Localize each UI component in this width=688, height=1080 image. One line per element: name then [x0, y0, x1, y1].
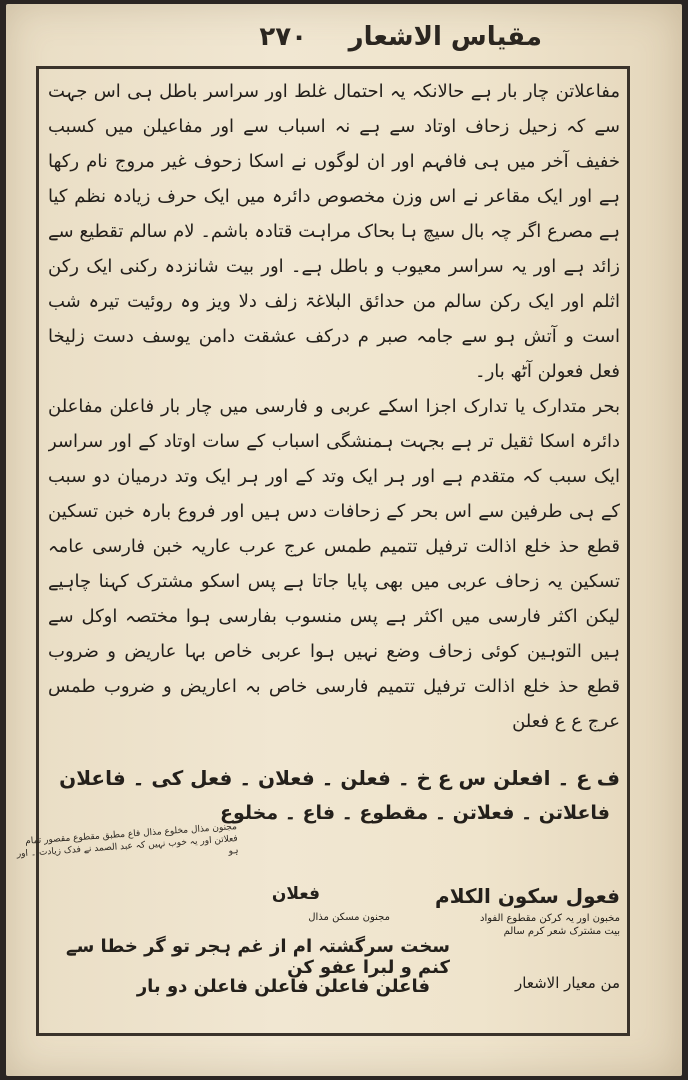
- scansion-line: فاعلاتن ۔ فعلاتن ۔ مقطوع ۔ فاع ۔ مخلوع: [220, 802, 610, 824]
- small-note: مخبون اور یہ کرکن مقطوع الفواد بیت مشترک شعر کرم سالم: [480, 913, 620, 937]
- meter-foot: فعلان: [271, 884, 320, 904]
- example-verse: سخت سرگشتہ ام از غم ہجر تو گر خطا سے کنم و لبرا عفو کن: [66, 936, 450, 978]
- paragraph: مفاعلاتن چار بار ہے حالانکہ یہ احتمال غلط اور سراسر باطل ہی اس جہت سے کہ زحیل زحاف اوتاد سے ہے نہ اسباب سے اور مفاعیلن میں کسبب خفیف آخر میں ہی فافہم اور ان لوگوں نے اسکا زحوف غیر مروج نام رکھا ہے اور ایک مقاعر نے اس وزن مخصوص دائرہ میں ایک حرف زیادہ نظم کیا ہے مصرع اگر چہ بال سیچ ہا بحاک مراہت قتادہ باشم۔ لام سالم تقطیع سے زائد ہے اور یہ سراسر معیوب و باطل ہے۔ اور بیت شانزدہ رکنی ایک رکن اثلم اور ایک رکن سالم من حدائق البلاغۃ زلف دلا ویز وہ روئیت تیرہ شب است و آتش ہو سے جامہ صبر م درکف عشقت دامن یوسف دست زلیخا فعل فعولن آٹھ بار۔: [48, 81, 620, 382]
- lower-section: [48, 884, 620, 1024]
- marginal-annotation: مجنون مذال مخلوع مذال فاع مطبق مقطوع مقصور تمام فعلاتن اور یہ خوب نہیں کہ عبد الصمد نے فدک زیادت ۔ اور ہو: [16, 822, 239, 860]
- page-number: ۲۷۰: [259, 22, 307, 52]
- small-note: مجنون مسکن مذال: [308, 912, 390, 923]
- page-header: [26, 18, 662, 62]
- source-citation: من معیار الاشعار: [515, 974, 620, 992]
- meter-name: فعول سکون الکلام: [435, 884, 620, 908]
- manuscript-page: [6, 4, 682, 1076]
- verse-feet: فاعلن فاعلن فاعلن فاعلن دو بار: [136, 976, 430, 997]
- paragraph: بحر متدارک یا تدارک اجزا اسکے عربی و فارسی میں چار بار فاعلن مفاعلن دائرہ اسکا ثقیل تر ہے بجہت ہمنشگی اسباب کے سات اوتاد کے اور سراسر ایک سبب کہ متقدم ہے اور ہر ایک وتد کے اور ہر ایک وتد درمیان دو سبب کے ہی طرفین سے اس بحر کے زحافات دس ہیں اور فروع بارہ خبن تسکین قطع حذ خلع اذالت ترفیل تتمیم طمس عرج عرب عاریہ خبن فارسی عامہ تسکین یہ زحاف عربی میں بھی پایا جاتا ہے پس اسکو مشترک کہنا چاہیے لیکن اکثر فارسی میں اکثر ہے پس منسوب بفارسی ہوا مختصہ اوکل سے ہیں التوہین کوئی زحاف وضع نہیں ہوا عربی خاص بہا عاریض و ضروب قطع حذ خلع اذالت ترفیل تتمیم فارسی خاص بہ اعاریض و ضروب طمس عرج ع ع فعلن: [48, 396, 620, 732]
- running-title: مقیاس الاشعار: [348, 22, 542, 52]
- main-text: [48, 74, 620, 804]
- scansion-line: ف ع ۔ افعلن س ع خ ۔ فعلن ۔ فعلان ۔ فعل کی ۔ فاعلان: [59, 766, 620, 790]
